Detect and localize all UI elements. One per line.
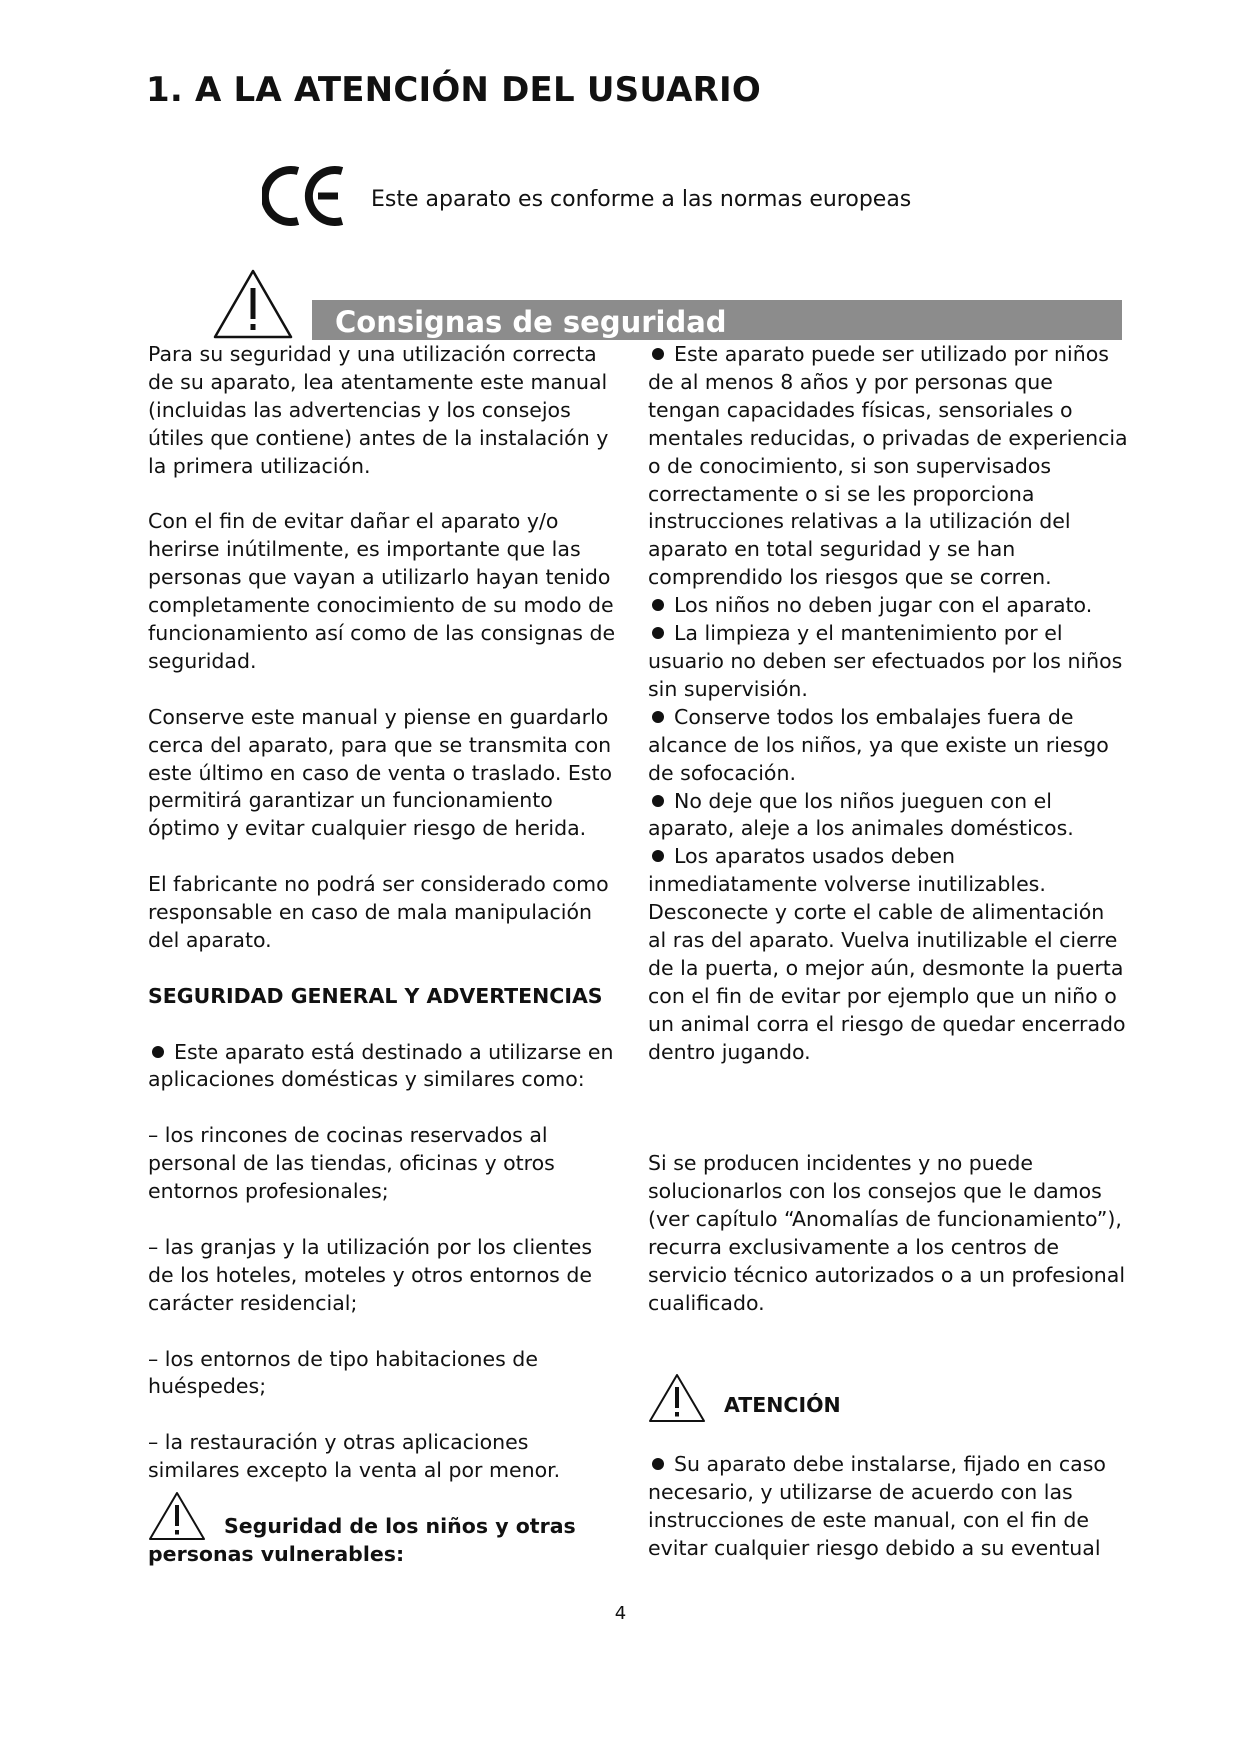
bullet-icon xyxy=(652,711,664,723)
list-item: Este aparato está destinado a utilizarse en aplicaciones domésticas y similares como: xyxy=(148,1039,614,1092)
subheading-children-safety: Seguridad de los niños y otras personas vulnerables: xyxy=(148,1491,616,1569)
list-item: La limpieza y el mantenimiento por el usuario no deben ser efectuados por los niños sin supervisión. xyxy=(648,621,1123,701)
dash-item: – la restauración y otras aplicaciones similares excepto la venta al por menor. xyxy=(148,1430,561,1483)
left-column xyxy=(148,341,616,1569)
page-title: 1. A LA ATENCIÓN DEL USUARIO xyxy=(146,70,761,110)
bullet-icon xyxy=(652,627,664,639)
section-banner-title: Consignas de seguridad xyxy=(335,305,727,339)
bullet-icon xyxy=(652,599,664,611)
list-item: Este aparato puede ser utilizado por niños de al menos 8 años y por personas que tengan capacidades físicas, sensoriales o mentales reducidas, o privadas de experiencia o de conocimiento, si son supervisados correctamente o si se les proporciona instrucciones relativas a la utilización del aparato en total seguridad y se han comprendido los riesgos que se corren. xyxy=(648,342,1128,590)
attention-label: ATENCIÓN xyxy=(724,1392,841,1417)
paragraph-damage: Con el fin de evitar dañar el aparato y/o herirse inútilmente, es importante que las personas que vayan a utilizarlo hayan tenido completamente conocimiento de su modo de funcionamiento así como de las consignas de seguridad. xyxy=(148,509,616,673)
list-item: Su aparato debe instalarse, fijado en caso necesario, y utilizarse de acuerdo con las instrucciones de este manual, con el fin de evitar cualquier riesgo debido a su eventual xyxy=(648,1452,1106,1561)
bullet-icon xyxy=(652,348,664,360)
section-banner xyxy=(312,300,1122,340)
dash-item: – los entornos de tipo habitaciones de huéspedes; xyxy=(148,1346,538,1399)
warning-icon xyxy=(212,268,294,340)
right-column xyxy=(648,341,1128,1563)
bullet-icon xyxy=(652,795,664,807)
page-number: 4 xyxy=(614,1603,627,1624)
ce-mark-logo xyxy=(262,165,348,227)
list-item: Los aparatos usados deben inmediatamente volverse inutilizables. Desconecte y corte el cable de alimentación al ras del aparato. Vuelva inutilizable el cierre de la puerta, o mejor aún, desmonte la puerta con el fin de evitar por ejemplo que un niño o un animal corra el riesgo de quedar encerrado dentro jugando. xyxy=(648,844,1126,1064)
dash-item: – los rincones de cocinas reservados al personal de las tiendas, oficinas y otros entornos profesionales; xyxy=(148,1123,555,1204)
warning-icon xyxy=(148,1491,206,1541)
ce-conformity-text: Este aparato es conforme a las normas europeas xyxy=(371,187,912,212)
paragraph-manufacturer: El fabricante no podrá ser considerado como responsable en caso de mala manipulación del aparato. xyxy=(148,872,609,952)
bullet-icon xyxy=(152,1046,164,1058)
bullet-icon xyxy=(652,1458,664,1470)
list-item: Conserve todos los embalajes fuera de alcance de los niños, ya que existe un riesgo de sofocación. xyxy=(648,704,1109,785)
list-item: Los niños no deben jugar con el aparato. xyxy=(648,592,1128,620)
attention-heading xyxy=(648,1373,1128,1423)
paragraph-incidents: Si se producen incidentes y no puede solucionarlos con los consejos que le damos (ver capítulo “Anomalías de funcionamiento”), recurra exclusivamente a los centros de servicio técnico autorizados o a un profesional cualificado. xyxy=(648,1151,1126,1315)
intro-paragraph: Para su seguridad y una utilización correcta de su aparato, lea atentamente este manual (incluidas las advertencias y los consejos útiles que contiene) antes de la instalación y la primera utilización. xyxy=(148,342,609,478)
warning-icon xyxy=(648,1373,706,1423)
bullet-icon xyxy=(652,850,664,862)
subheading-general-safety: SEGURIDAD GENERAL Y ADVERTENCIAS xyxy=(148,983,603,1008)
list-item: No deje que los niños jueguen con el aparato, aleje a los animales domésticos. xyxy=(648,788,1074,841)
paragraph-keep-manual: Conserve este manual y piense en guardarlo cerca del aparato, para que se transmita con este último en caso de venta o traslado. Esto permitirá garantizar un funcionamiento óptimo y evitar cualquier riesgo de herida. xyxy=(148,704,613,841)
dash-item: – las granjas y la utilización por los clientes de los hoteles, moteles y otros entornos de carácter residencial; xyxy=(148,1234,593,1315)
